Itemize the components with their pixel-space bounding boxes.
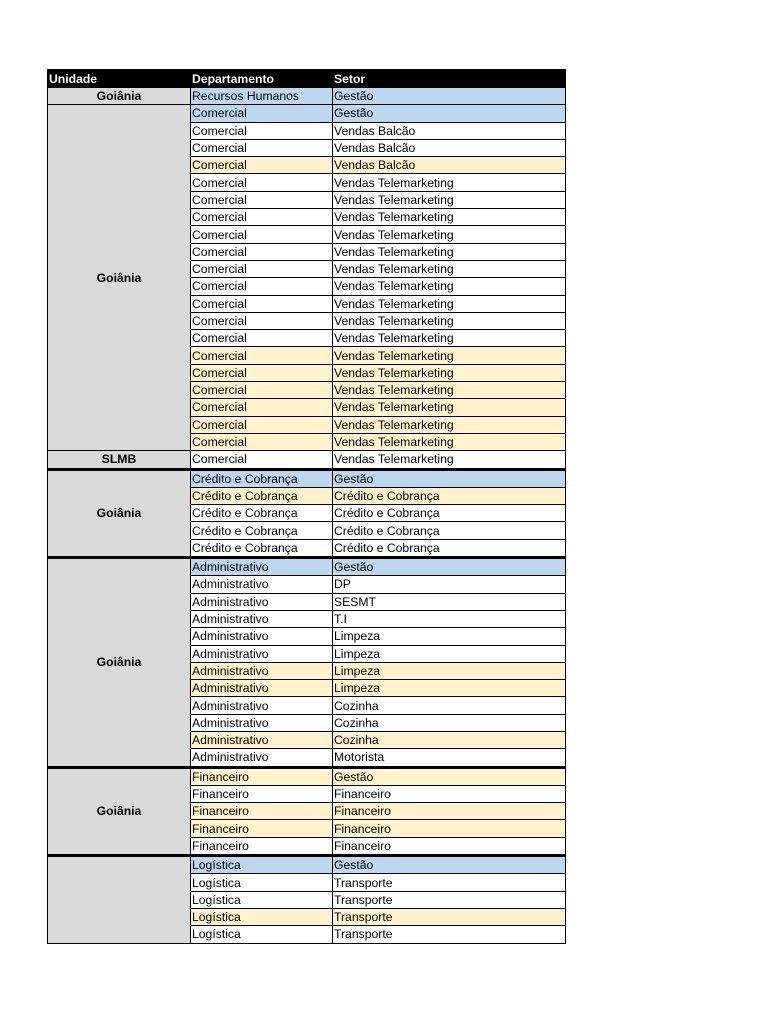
cell-setor[interactable]: Financeiro [333,837,566,855]
cell-departamento[interactable]: Administrativo [191,576,333,593]
cell-setor[interactable]: Gestão [333,88,566,105]
table-row [48,767,566,785]
cell-departamento[interactable]: Administrativo [191,610,333,627]
cell-unidade[interactable]: Goiânia [48,469,191,557]
cell-setor[interactable]: Limpeza [333,662,566,679]
cell-departamento[interactable]: Comercial [191,312,333,329]
cell-setor[interactable]: Crédito e Cobrança [333,539,566,557]
cell-setor[interactable]: Motorista [333,749,566,767]
cell-departamento[interactable]: Administrativo [191,680,333,697]
cell-setor[interactable]: Vendas Telemarketing [333,278,566,295]
cell-setor[interactable]: Transporte [333,874,566,891]
cell-departamento[interactable]: Comercial [191,226,333,243]
cell-setor[interactable]: Vendas Balcão [333,122,566,139]
cell-departamento[interactable]: Comercial [191,122,333,139]
cell-departamento[interactable]: Financeiro [191,837,333,855]
cell-unidade[interactable] [48,856,191,943]
cell-departamento[interactable]: Comercial [191,243,333,260]
cell-departamento[interactable]: Crédito e Cobrança [191,487,333,504]
cell-setor[interactable]: Crédito e Cobrança [333,487,566,504]
cell-unidade[interactable]: Goiânia [48,88,191,105]
cell-setor[interactable]: Gestão [333,767,566,785]
cell-setor[interactable]: Limpeza [333,680,566,697]
cell-departamento[interactable]: Crédito e Cobrança [191,505,333,522]
cell-departamento[interactable]: Comercial [191,433,333,450]
cell-setor[interactable]: Vendas Telemarketing [333,191,566,208]
cell-departamento[interactable]: Administrativo [191,645,333,662]
cell-setor[interactable]: Vendas Telemarketing [333,226,566,243]
table-row [48,856,566,874]
cell-setor[interactable]: Vendas Telemarketing [333,433,566,450]
table-row [48,105,566,122]
cell-setor[interactable]: Limpeza [333,645,566,662]
cell-departamento[interactable]: Logística [191,926,333,943]
cell-setor[interactable]: SESMT [333,593,566,610]
cell-unidade[interactable]: Goiânia [48,767,191,855]
cell-setor[interactable]: Vendas Telemarketing [333,364,566,381]
cell-unidade[interactable]: SLMB [48,451,191,469]
table-row [48,469,566,487]
cell-setor[interactable]: Vendas Telemarketing [333,295,566,312]
cell-departamento[interactable]: Comercial [191,382,333,399]
cell-departamento[interactable]: Crédito e Cobrança [191,469,333,487]
cell-setor[interactable]: Vendas Telemarketing [333,416,566,433]
cell-departamento[interactable]: Crédito e Cobrança [191,539,333,557]
cell-departamento[interactable]: Comercial [191,191,333,208]
cell-setor[interactable]: Vendas Telemarketing [333,382,566,399]
table-row [48,451,566,469]
cell-departamento[interactable]: Comercial [191,399,333,416]
cell-departamento[interactable]: Comercial [191,139,333,156]
org-table [47,69,566,944]
cell-departamento[interactable]: Comercial [191,278,333,295]
cell-setor[interactable]: Crédito e Cobrança [333,505,566,522]
cell-setor[interactable]: Vendas Balcão [333,157,566,174]
cell-departamento[interactable]: Logística [191,874,333,891]
cell-departamento[interactable]: Financeiro [191,820,333,837]
table-body [48,88,566,944]
cell-departamento[interactable]: Administrativo [191,697,333,714]
header-row [48,70,566,88]
cell-setor[interactable]: Vendas Telemarketing [333,260,566,277]
cell-setor[interactable]: Financeiro [333,785,566,802]
cell-departamento[interactable]: Comercial [191,295,333,312]
cell-unidade[interactable]: Goiânia [48,558,191,768]
cell-departamento[interactable]: Comercial [191,451,333,469]
cell-departamento[interactable]: Comercial [191,157,333,174]
cell-departamento[interactable]: Comercial [191,347,333,364]
cell-setor[interactable]: Vendas Telemarketing [333,330,566,347]
cell-departamento[interactable]: Crédito e Cobrança [191,522,333,539]
cell-setor[interactable]: Vendas Telemarketing [333,209,566,226]
cell-setor[interactable]: Cozinha [333,697,566,714]
table-row [48,558,566,576]
cell-departamento[interactable]: Logística [191,891,333,908]
cell-departamento[interactable]: Comercial [191,105,333,122]
cell-departamento[interactable]: Comercial [191,416,333,433]
cell-departamento[interactable]: Comercial [191,209,333,226]
cell-setor[interactable]: Transporte [333,926,566,943]
cell-setor[interactable]: Gestão [333,105,566,122]
cell-departamento[interactable]: Administrativo [191,628,333,645]
cell-setor[interactable]: Gestão [333,469,566,487]
cell-departamento[interactable]: Administrativo [191,593,333,610]
cell-departamento[interactable]: Financeiro [191,767,333,785]
cell-setor[interactable]: Vendas Telemarketing [333,243,566,260]
cell-setor[interactable]: Financeiro [333,820,566,837]
cell-departamento[interactable]: Comercial [191,330,333,347]
cell-departamento[interactable]: Administrativo [191,662,333,679]
spreadsheet [47,69,565,944]
cell-setor[interactable]: Transporte [333,908,566,925]
cell-departamento[interactable]: Administrativo [191,714,333,731]
cell-departamento[interactable]: Comercial [191,174,333,191]
cell-departamento[interactable]: Comercial [191,260,333,277]
header-unidade[interactable]: Unidade [48,70,191,88]
cell-setor[interactable]: Gestão [333,856,566,874]
cell-departamento[interactable]: Logística [191,908,333,925]
cell-setor[interactable]: Cozinha [333,714,566,731]
cell-departamento[interactable]: Financeiro [191,785,333,802]
cell-setor[interactable]: Transporte [333,891,566,908]
cell-setor[interactable]: Crédito e Cobrança [333,522,566,539]
cell-departamento[interactable]: Recursos Humanos [191,88,333,105]
cell-departamento[interactable]: Administrativo [191,749,333,767]
cell-setor[interactable]: Vendas Telemarketing [333,347,566,364]
cell-departamento[interactable]: Financeiro [191,803,333,820]
cell-setor[interactable]: Limpeza [333,628,566,645]
cell-unidade[interactable]: Goiânia [48,105,191,451]
cell-departamento[interactable]: Comercial [191,364,333,381]
cell-departamento[interactable]: Administrativo [191,558,333,576]
cell-setor[interactable]: T.I [333,610,566,627]
table-row [48,88,566,105]
cell-setor[interactable]: Vendas Telemarketing [333,174,566,191]
cell-departamento[interactable]: Logística [191,856,333,874]
cell-setor[interactable]: Vendas Telemarketing [333,312,566,329]
cell-setor[interactable]: Cozinha [333,731,566,748]
cell-setor[interactable]: Vendas Telemarketing [333,451,566,469]
header-departamento[interactable]: Departamento [191,70,333,88]
cell-setor[interactable]: Vendas Telemarketing [333,399,566,416]
cell-setor[interactable]: Gestão [333,558,566,576]
cell-departamento[interactable]: Administrativo [191,731,333,748]
header-setor[interactable]: Setor [333,70,566,88]
cell-setor[interactable]: DP [333,576,566,593]
cell-setor[interactable]: Vendas Balcão [333,139,566,156]
cell-setor[interactable]: Financeiro [333,803,566,820]
